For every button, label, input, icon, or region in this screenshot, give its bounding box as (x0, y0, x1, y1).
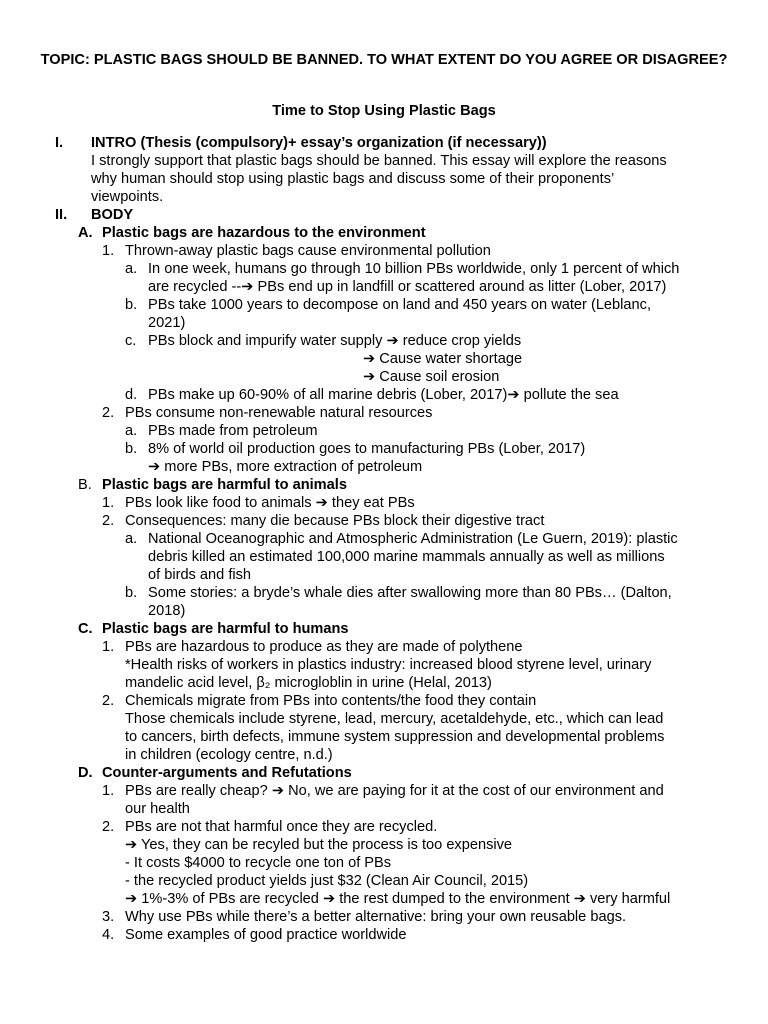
outline-line: in children (ecology centre, n.d.) (125, 747, 333, 763)
outline-line: Plastic bags are harmful to animals (102, 477, 347, 493)
outline-line: A. (78, 225, 93, 241)
outline-line: PBs consume non-renewable natural resources (125, 405, 433, 421)
outline-line: Some stories: a bryde’s whale dies after swallowing more than 80 PBs… (Dalton, (148, 585, 672, 601)
outline-line: b. (125, 297, 138, 313)
outline-line: b. (125, 585, 138, 601)
outline-line: 2. (102, 819, 115, 835)
page-title: TOPIC: PLASTIC BAGS SHOULD BE BANNED. TO WHAT EXTENT DO YOU AGREE OR DISAGREE? (40, 52, 728, 68)
outline-line: PBs are hazardous to produce as they are made of polythene (125, 639, 523, 655)
outline-line: PBs are really cheap? ➔ No, we are paying for it at the cost of our environment and (125, 783, 664, 799)
outline-line: PBs look like food to animals ➔ they eat PBs (125, 495, 415, 511)
outline-line: viewpoints. (91, 189, 164, 205)
outline-line: - the recycled product yields just $32 (Clean Air Council, 2015) (125, 873, 529, 889)
outline-line: 2018) (148, 603, 186, 619)
outline-line: to cancers, birth defects, immune system suppression and developmental problems (125, 729, 665, 745)
outline-line: II. (55, 207, 68, 223)
outline-line: Why use PBs while there’s a better alternative: bring your own reusable bags. (125, 909, 627, 925)
outline-line: Plastic bags are hazardous to the environment (102, 225, 426, 241)
outline-line: Plastic bags are harmful to humans (102, 621, 349, 637)
outline-line: 1. (102, 783, 115, 799)
outline-line: Chemicals migrate from PBs into contents/the food they contain (125, 693, 537, 709)
outline-line: a. (125, 531, 138, 547)
outline-line: our health (125, 801, 190, 817)
outline-line: ➔ Cause water shortage (363, 351, 523, 367)
outline-line: BODY (91, 207, 134, 223)
outline-line: - It costs $4000 to recycle one ton of PBs (125, 855, 392, 871)
outline-line: a. (125, 423, 138, 439)
outline-line: 2. (102, 693, 115, 709)
outline-line: 1. (102, 495, 115, 511)
outline-line: d. (125, 387, 138, 403)
outline-line: Some examples of good practice worldwide (125, 927, 407, 943)
outline-line: Thrown-away plastic bags cause environmental pollution (125, 243, 491, 259)
outline-line: 2021) (148, 315, 186, 331)
outline-line: B. (78, 477, 92, 493)
outline-line: ➔ more PBs, more extraction of petroleum (148, 459, 423, 475)
outline-line: PBs made from petroleum (148, 423, 318, 439)
outline-line: PBs are not that harmful once they are recycled. (125, 819, 438, 835)
essay-title: Time to Stop Using Plastic Bags (272, 103, 496, 119)
outline-line: National Oceanographic and Atmospheric Administration (Le Guern, 2019): plastic (148, 531, 678, 547)
outline-line: PBs make up 60-90% of all marine debris (Lober, 2017)➔ pollute the sea (148, 387, 619, 403)
outline-line: Those chemicals include styrene, lead, mercury, acetaldehyde, etc., which can lead (125, 711, 664, 727)
outline-line: why human should stop using plastic bags and discuss some of their proponents’ (91, 171, 615, 187)
outline-line: 1. (102, 639, 115, 655)
outline-line: I strongly support that plastic bags should be banned. This essay will explore the reasons (91, 153, 667, 169)
outline-line: 4. (102, 927, 115, 943)
outline-line: Consequences: many die because PBs block their digestive tract (125, 513, 545, 529)
outline-line: mandelic acid level, β₂ microgloblin in urine (Helal, 2013) (125, 675, 492, 691)
outline-line: ➔ 1%-3% of PBs are recycled ➔ the rest dumped to the environment ➔ very harmful (125, 891, 671, 907)
outline-line: ➔ Yes, they can be recyled but the process is too expensive (125, 837, 513, 853)
outline-line: b. (125, 441, 138, 457)
outline-line: 1. (102, 243, 115, 259)
outline-line: ➔ Cause soil erosion (363, 369, 500, 385)
outline-line: I. (55, 135, 64, 151)
outline-line: Counter-arguments and Refutations (102, 765, 352, 781)
outline-line: PBs block and impurify water supply ➔ reduce crop yields (148, 333, 522, 349)
outline-line: are recycled --➔ PBs end up in landfill or scattered around as litter (Lober, 2017) (148, 279, 667, 295)
outline-line: D. (78, 765, 93, 781)
outline-line: 2. (102, 513, 115, 529)
outline-line: PBs take 1000 years to decompose on land and 450 years on water (Leblanc, (148, 297, 651, 313)
outline-line: a. (125, 261, 138, 277)
outline-line: 2. (102, 405, 115, 421)
outline-line: C. (78, 621, 93, 637)
outline-line: debris killed an estimated 100,000 marine mammals annually as well as millions (148, 549, 665, 565)
outline-line: 8% of world oil production goes to manufacturing PBs (Lober, 2017) (148, 441, 586, 457)
outline-line: of birds and fish (148, 567, 252, 583)
outline-line: *Health risks of workers in plastics industry: increased blood styrene level, urinary (125, 657, 652, 673)
outline-line: INTRO (Thesis (compulsory)+ essay’s organization (if necessary)) (91, 135, 547, 151)
outline-line: c. (125, 333, 137, 349)
outline-line: In one week, humans go through 10 billion PBs worldwide, only 1 percent of which (148, 261, 680, 277)
outline-line: 3. (102, 909, 115, 925)
